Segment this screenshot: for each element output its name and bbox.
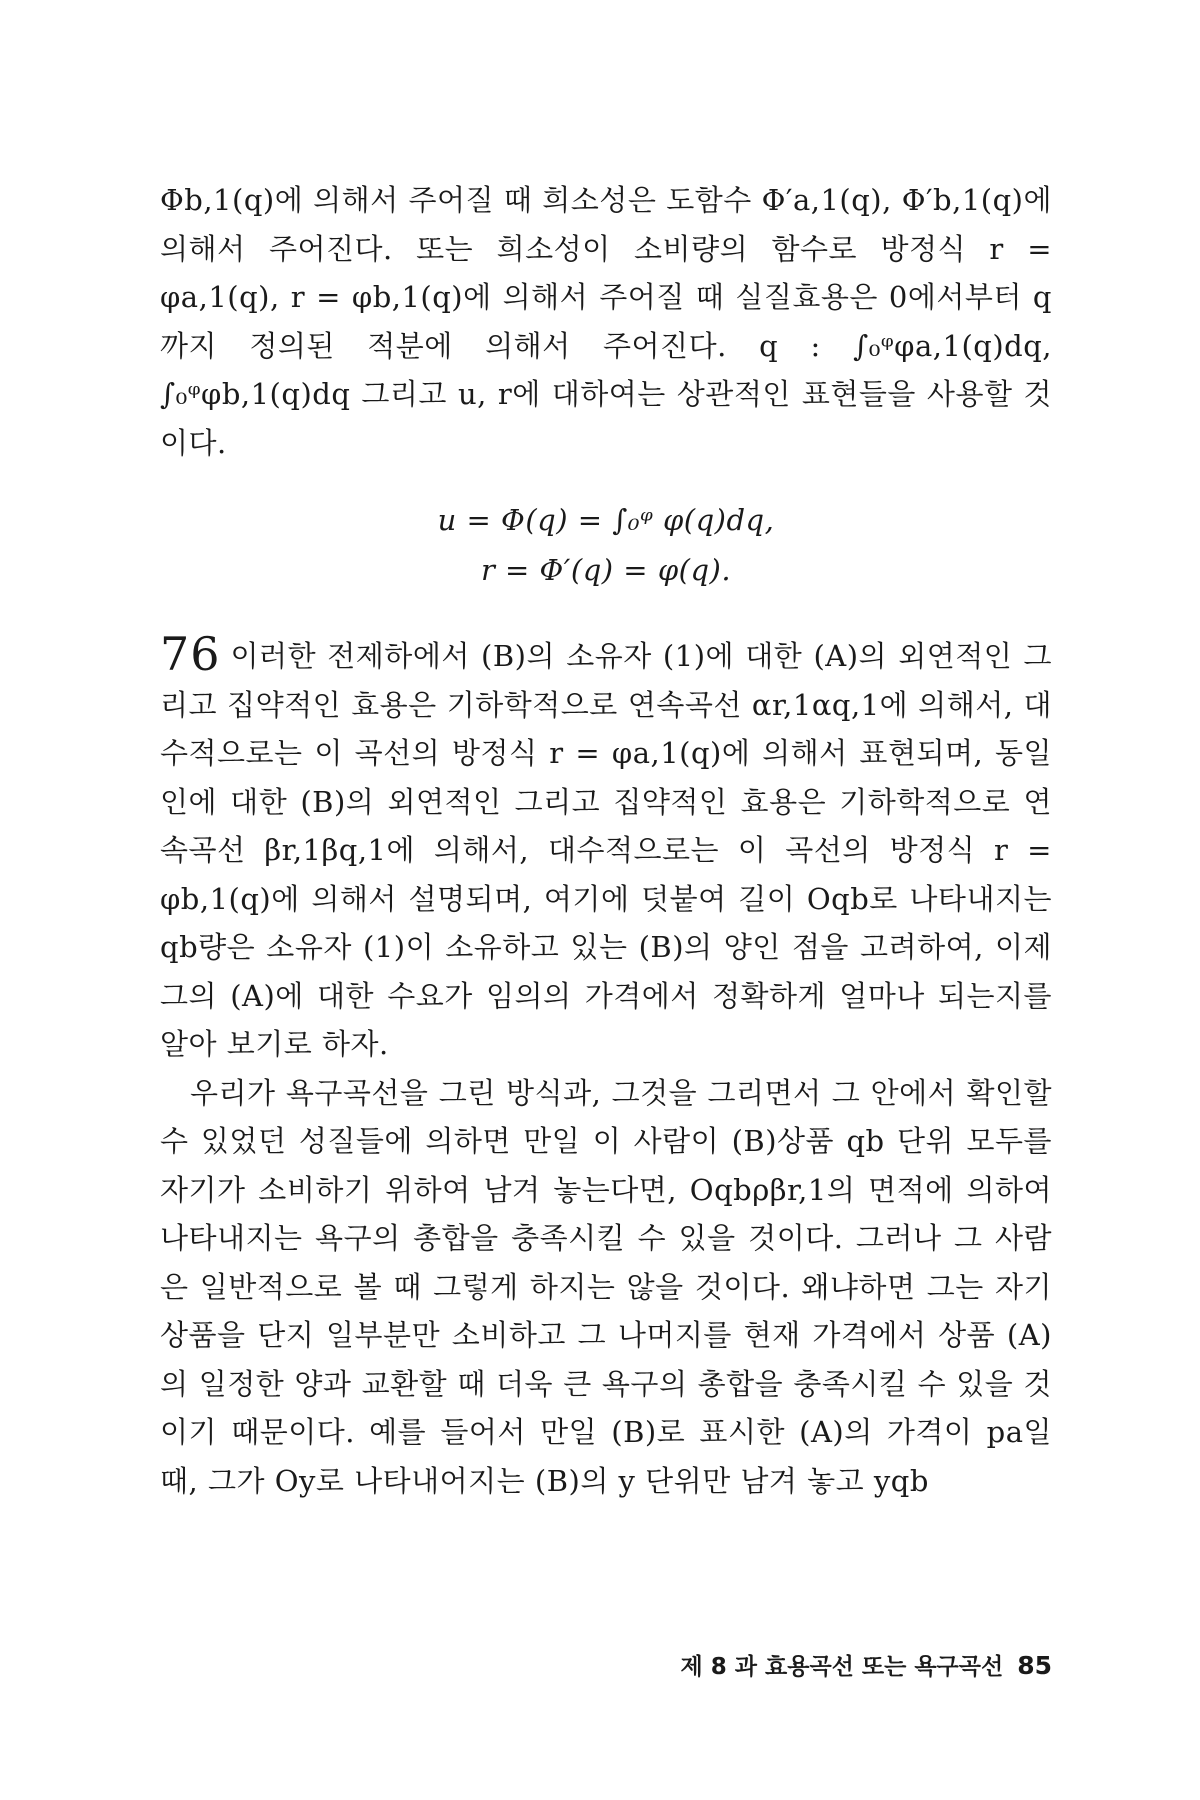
intro-paragraph: Φb,1(q)에 의해서 주어질 때 희소성은 도함수 Φ′a,1(q), Φ′b,1(q)에 의해서 주어진다. 또는 희소성이 소비량의 함수로 방정식 r = φa,1(q), r = φb,1(q)에 의해서 주어질 때 실질효용은 0에서부터 q까지 정의된 적분에 의해서 주어진다. q : ∫₀ᵠφa,1(q)dq, ∫₀ᵠφb,1(q)dq 그리고 u, r에 대하여는 상관적인 표현들을 사용할 것이다.	[160, 183, 1052, 460]
section-76-paragraph	[160, 627, 1052, 1069]
section-76-text: 이러한 전제하에서 (B)의 소유자 (1)에 대한 (A)의 외연적인 그리고 집약적인 효용은 기하학적으로 연속곡선 αr,1αq,1에 의해서, 대수적으로는 이 곡선의 방정식 r = φa,1(q)에 의해서 표현되며, 동일인에 대한 (B)의 외연적인 그리고 집약적인 효용은 기하학적으로 연속곡선 βr,1βq,1에 의해서, 대수적으로는 이 곡선의 방정식 r = φb,1(q)에 의해서 설명되며, 여기에 덧붙여 길이 Oqb로 나타내지는 qb량은 소유자 (1)이 소유하고 있는 (B)의 양인 점을 고려하여, 이제 그의 (A)에 대한 수요가 임의의 가격에서 정확하게 얼마나 되는지를 알아 보기로 하자.	[160, 639, 1052, 1061]
page-footer	[600, 1648, 1052, 1681]
equation-block	[160, 495, 1052, 595]
running-title: 제 8 과 효용곡선 또는 욕구곡선	[680, 1654, 1004, 1680]
body-text	[160, 176, 1052, 1505]
page-number: 85	[1017, 1651, 1052, 1680]
equation-utility: u = Φ(q) = ∫₀ᵠ φ(q)dq,	[437, 503, 775, 537]
equation-scarcity: r = Φ′(q) = φ(q).	[480, 553, 732, 587]
demand-paragraph: 우리가 욕구곡선을 그린 방식과, 그것을 그리면서 그 안에서 확인할 수 있었던 성질들에 의하면 만일 이 사람이 (B)상품 qb 단위 모두를 자기가 소비하기 위하여 남겨 놓는다면, Oqbρβr,1의 면적에 의하여 나타내지는 욕구의 총합을 충족시킬 수 있을 것이다. 그러나 그 사람은 일반적으로 볼 때 그렇게 하지는 않을 것이다. 왜냐하면 그는 자기 상품을 단지 일부분만 소비하고 그 나머지를 현재 가격에서 상품 (A)의 일정한 양과 교환할 때 더욱 큰 욕구의 총합을 충족시킬 수 있을 것이기 때문이다. 예를 들어서 만일 (B)로 표시한 (A)의 가격이 pa일 때, 그가 Oy로 나타내어지는 (B)의 y 단위만 남겨 놓고 yqb	[160, 1075, 1052, 1498]
section-number: 76	[160, 627, 221, 681]
